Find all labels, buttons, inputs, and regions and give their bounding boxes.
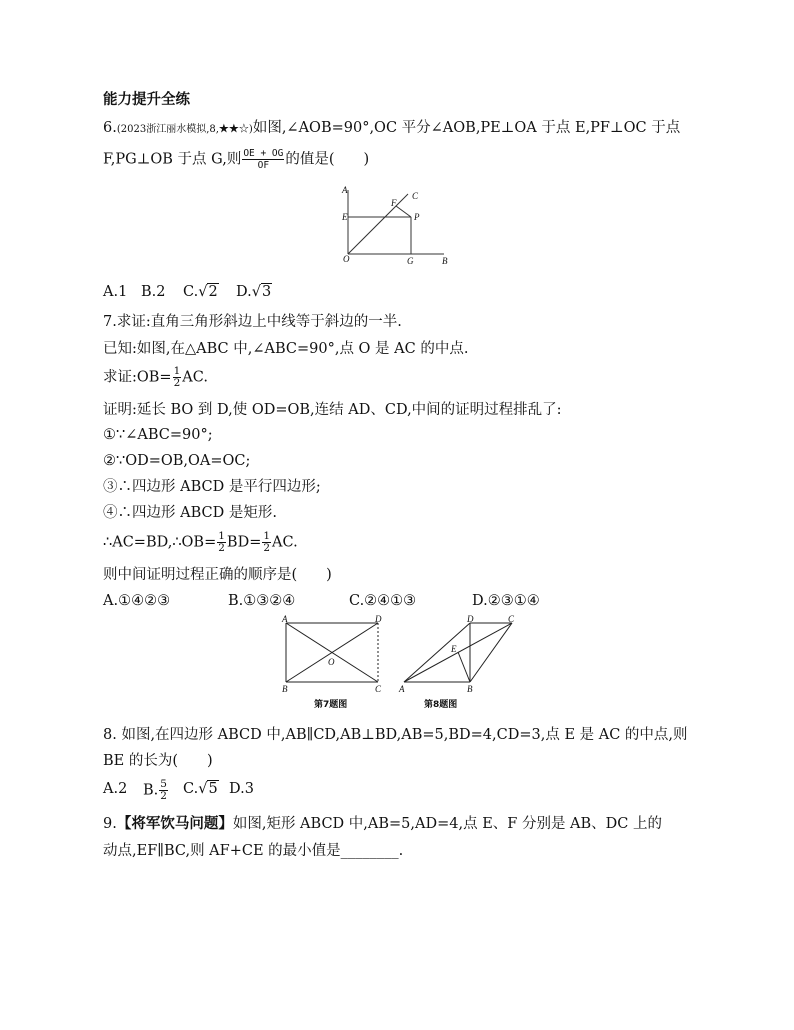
fig8-caption: 第8题图 — [424, 700, 458, 710]
q6-option-d-label: D. — [236, 284, 252, 300]
q6-text1: 如图,∠AOB=90°,OC 平分∠AOB,PE⊥OA 于点 E,PF⊥OC 于点 — [252, 120, 681, 136]
q7-line1: 7.求证:直角三角形斜边上中线等于斜边的一半. — [103, 314, 402, 330]
fig8-label-B: B — [467, 684, 473, 694]
q7-concl-pre: ∴AC=BD,∴OB= — [103, 534, 217, 551]
q9-line2: 动点,EF∥BC,则 AF+CE 的最小值是________. — [103, 843, 404, 859]
q6-option-d-root: 3 — [261, 284, 272, 300]
q7-half-fraction — [173, 366, 182, 389]
q6-options — [103, 282, 403, 302]
q9-line1 — [103, 814, 662, 834]
q7-concl-frac1 — [217, 531, 226, 554]
fig8-label-E: E — [451, 644, 457, 654]
q8-option-c: C.√5 — [183, 781, 218, 797]
fig7-label-A: A — [282, 614, 288, 624]
q7-concl-frac2-den: 2 — [263, 542, 271, 554]
fig8-label-C: C — [508, 614, 515, 624]
q6-source: (2023浙江丽水模拟,8,★★☆) — [116, 124, 253, 135]
q6-number: 6. — [103, 120, 117, 136]
q7-half-num: 1 — [173, 365, 181, 377]
q8-option-b — [143, 779, 169, 802]
q6-label-E: E — [342, 212, 348, 222]
q6-option-b: B.2 — [141, 284, 166, 300]
q8-line1: 8. 如图,在四边形 ABCD 中,AB∥CD,AB⊥BD,AB=5,BD=4,CD=3,点 E 是 AC 的中点,则 — [103, 727, 688, 743]
q8-option-a: A.2 — [103, 781, 128, 797]
fig7-label-C: C — [375, 684, 382, 694]
q6-label-C: C — [412, 191, 419, 201]
q6-label-A: A — [342, 185, 348, 195]
q6-option-d: D.√3 — [236, 284, 272, 300]
q8-line2: BE 的长为( ) — [103, 753, 213, 769]
q6-frac-num: OE + OG — [243, 148, 284, 159]
section-title: 能力提升全练 — [103, 92, 190, 108]
q7-options — [103, 591, 623, 611]
q9-text1: 如图,矩形 ABCD 中,AB=5,AD=4,点 E、F 分别是 AB、DC 上的 — [232, 816, 663, 832]
q7-concl-post: AC. — [272, 534, 298, 551]
q6-fraction — [242, 148, 284, 171]
q6-option-a: A.1 — [103, 284, 128, 300]
q7-concl-frac2 — [262, 531, 271, 554]
q8-option-c-root: 5 — [208, 781, 218, 797]
q7-step1: ①∵∠ABC=90°; — [103, 427, 213, 443]
q6-text2: F,PG⊥OB 于点 G,则 — [103, 151, 242, 168]
q7-line3 — [103, 366, 208, 389]
q7-line4: 证明:延长 BO 到 D,使 OD=OB,连结 AD、CD,中间的证明过程排乱了: — [103, 402, 562, 418]
fig7-caption: 第7题图 — [314, 700, 348, 710]
fig7-label-O: O — [328, 657, 335, 667]
q7-option-a: A.①④②③ — [103, 593, 171, 609]
q8-option-d: D.3 — [229, 781, 254, 797]
q7-concl-frac1-num: 1 — [218, 530, 225, 542]
q9-tag: 【将军饮马问题】 — [116, 815, 233, 832]
q8-option-b-label: B. — [143, 782, 159, 799]
q7-half-den: 2 — [173, 377, 181, 389]
q6-option-c: C.√2 — [183, 284, 218, 300]
q7-question: 则中间证明过程正确的顺序是( ) — [103, 567, 332, 583]
q7-option-c: C.②④①③ — [349, 593, 417, 609]
q6-line2 — [103, 148, 369, 171]
q8-option-b-frac — [159, 779, 168, 802]
q6-label-B: B — [442, 256, 448, 266]
q9-number: 9. — [103, 816, 117, 832]
q7-option-d: D.②③①④ — [472, 593, 540, 609]
q6-label-F: F — [391, 198, 397, 208]
q6-label-O: O — [343, 254, 350, 264]
fig7 — [278, 614, 390, 714]
q6-label-G: G — [407, 256, 414, 266]
q7-conclusion — [103, 531, 298, 554]
fig7-label-B: B — [282, 684, 288, 694]
q7-line2: 已知:如图,在△ABC 中,∠ABC=90°,点 O 是 AC 的中点. — [103, 341, 469, 357]
q6-frac-den: OF — [257, 160, 270, 171]
q7-step3: ③∴四边形 ABCD 是平行四边形; — [103, 479, 321, 495]
q7-line3-post: AC. — [182, 369, 208, 386]
q7-line3-pre: 求证:OB= — [103, 369, 172, 386]
q8-option-b-num: 5 — [160, 778, 167, 790]
q7-concl-frac2-num: 1 — [263, 530, 271, 542]
q6-text3: 的值是( ) — [285, 151, 370, 168]
q6-line1 — [103, 118, 680, 140]
q6-option-c-label: C. — [183, 284, 199, 300]
q7-step4: ④∴四边形 ABCD 是矩形. — [103, 505, 277, 521]
fig7-label-D: D — [375, 614, 382, 624]
q8-option-c-label: C. — [183, 781, 199, 797]
fig8 — [396, 614, 520, 714]
q6-option-c-root: 2 — [208, 284, 218, 300]
fig8-label-A: A — [399, 684, 405, 694]
q7-option-b: B.①③②④ — [228, 593, 296, 609]
q6-figure — [336, 184, 456, 266]
q7-concl-frac1-den: 2 — [218, 542, 225, 554]
q8-option-b-den: 2 — [160, 790, 167, 802]
fig8-label-D: D — [467, 614, 474, 624]
q6-label-P: P — [414, 212, 420, 222]
q8-options — [103, 779, 403, 801]
q7-step2: ②∵OD=OB,OA=OC; — [103, 453, 251, 469]
q7-concl-mid: BD= — [226, 534, 262, 551]
